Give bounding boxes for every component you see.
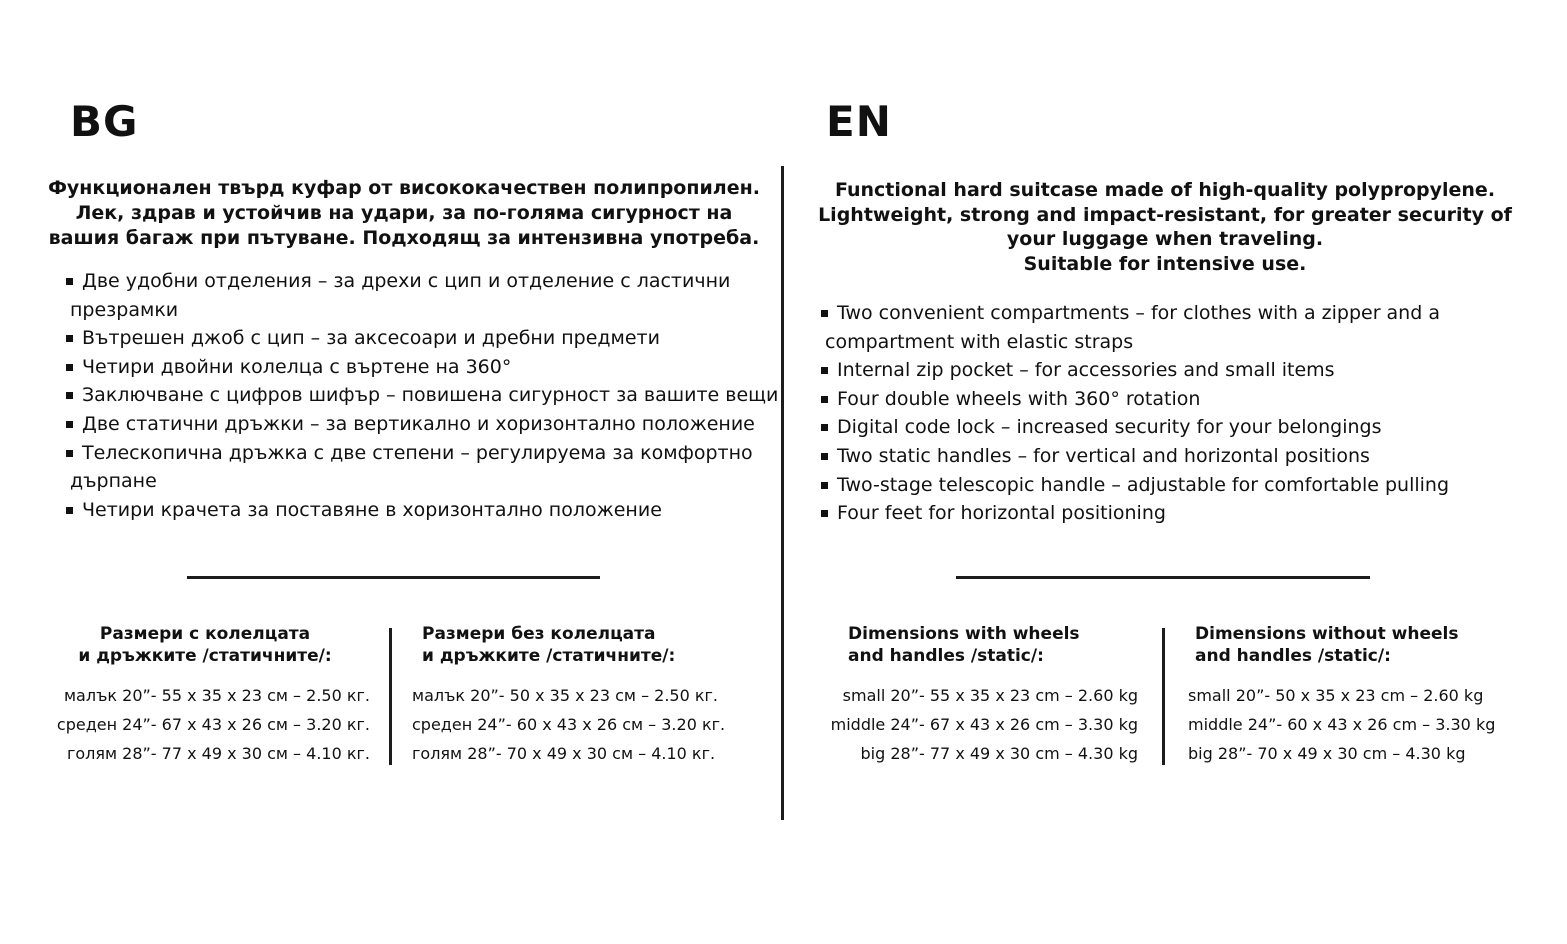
feature-text-continued: презрамки bbox=[70, 298, 179, 321]
bg-section-divider bbox=[187, 576, 600, 579]
table-row: big 28”- 70 x 49 x 30 cm – 4.30 kg bbox=[1188, 744, 1466, 763]
en-language-heading: EN bbox=[826, 97, 892, 146]
bullet-square-icon bbox=[821, 510, 828, 517]
feature-item bbox=[62, 381, 786, 410]
bg-feature-list bbox=[62, 267, 786, 524]
table-title bbox=[40, 623, 370, 667]
feature-text-continued: compartment with elastic straps bbox=[825, 330, 1134, 353]
bullet-square-icon bbox=[66, 364, 73, 371]
table-row: small 20”- 50 x 35 x 23 cm – 2.60 kg bbox=[1188, 686, 1484, 705]
feature-item bbox=[62, 439, 786, 496]
bullet-square-icon bbox=[66, 507, 73, 514]
table-row: малък 20”- 55 x 35 x 23 см – 2.50 кг. bbox=[63, 686, 370, 705]
bg-intro-line: Функционален твърд куфар от висококачествен полипропилен. bbox=[48, 177, 760, 199]
bullet-square-icon bbox=[821, 396, 828, 403]
table-row: голям 28”- 77 x 49 x 30 см – 4.10 кг. bbox=[66, 744, 370, 763]
table-title-line: Размери без колелцата bbox=[422, 624, 656, 644]
en-dimensions-without-wheels-table bbox=[1188, 623, 1532, 768]
bullet-square-icon bbox=[821, 367, 828, 374]
table-rows bbox=[814, 681, 1138, 768]
feature-text: Internal zip pocket – for accessories and small items bbox=[837, 359, 1335, 382]
feature-item bbox=[817, 385, 1541, 414]
bullet-square-icon bbox=[66, 421, 73, 428]
en-intro-line: your luggage when traveling. bbox=[1006, 228, 1324, 250]
feature-item bbox=[817, 499, 1541, 528]
feature-text: Четири двойни колелца с въртене на 360° bbox=[82, 355, 512, 378]
en-feature-list bbox=[817, 299, 1541, 528]
bg-intro-line: вашия багаж при пътуване. Подходящ за интензивна употреба. bbox=[48, 227, 760, 249]
table-title-line: и дръжките /статичните/: bbox=[78, 646, 332, 666]
table-row: голям 28”- 70 x 49 x 30 см – 4.10 кг. bbox=[412, 744, 716, 763]
feature-text: Телескопична дръжка с две степени – регулируема за комфортно bbox=[82, 441, 753, 464]
bg-language-heading: BG bbox=[70, 97, 139, 146]
feature-item bbox=[817, 356, 1541, 385]
feature-text: Заключване с цифров шифър – повишена сигурност за вашите вещи bbox=[82, 384, 779, 407]
en-intro-line: Lightweight, strong and impact-resistant, for greater security of bbox=[818, 203, 1512, 226]
table-rows bbox=[1188, 681, 1532, 768]
feature-item bbox=[62, 353, 786, 382]
feature-item bbox=[62, 496, 786, 525]
table-row: middle 24”- 67 x 43 x 26 cm – 3.30 kg bbox=[830, 715, 1138, 734]
feature-item bbox=[62, 267, 786, 324]
table-row: small 20”- 55 x 35 x 23 cm – 2.60 kg bbox=[842, 686, 1138, 705]
feature-text: Two convenient compartments – for clothes with a zipper and a bbox=[837, 302, 1440, 324]
table-title-line: Dimensions with wheels bbox=[848, 624, 1080, 644]
table-row: среден 24”- 60 x 43 x 26 см – 3.20 кг. bbox=[412, 715, 726, 734]
table-rows bbox=[412, 681, 756, 768]
bullet-square-icon bbox=[66, 278, 73, 285]
en-dimensions-with-wheels-table bbox=[814, 623, 1138, 768]
feature-item bbox=[817, 299, 1541, 356]
table-title-line: Dimensions without wheels bbox=[1195, 624, 1459, 644]
feature-text: Two static handles – for vertical and horizontal positions bbox=[837, 444, 1370, 467]
table-title-line: и дръжките /статичните/: bbox=[422, 646, 676, 666]
table-title-line: and handles /static/: bbox=[848, 646, 1044, 666]
feature-text: Вътрешен джоб с цип – за аксесоари и дребни предмети bbox=[82, 327, 660, 350]
table-title-line: and handles /static/: bbox=[1195, 646, 1391, 666]
bullet-square-icon bbox=[66, 335, 73, 342]
feature-text: Four double wheels with 360° rotation bbox=[837, 387, 1201, 410]
feature-text: Digital code lock – increased security for your belongings bbox=[837, 416, 1382, 439]
table-row: малък 20”- 50 x 35 x 23 см – 2.50 кг. bbox=[412, 686, 719, 705]
feature-item bbox=[817, 413, 1541, 442]
bullet-square-icon bbox=[821, 424, 828, 431]
column-divider bbox=[781, 166, 784, 820]
table-row: среден 24”- 67 x 43 x 26 см – 3.20 кг. bbox=[56, 715, 370, 734]
bullet-square-icon bbox=[821, 482, 828, 489]
en-table-divider bbox=[1162, 628, 1165, 765]
en-intro-paragraph bbox=[806, 178, 1524, 276]
feature-item bbox=[817, 442, 1541, 471]
bullet-square-icon bbox=[66, 392, 73, 399]
table-title bbox=[1188, 623, 1532, 667]
feature-item bbox=[817, 471, 1541, 500]
table-title bbox=[412, 623, 756, 667]
feature-item bbox=[62, 410, 786, 439]
feature-text: Two-stage telescopic handle – adjustable for comfortable pulling bbox=[837, 473, 1450, 496]
en-intro-line: Suitable for intensive use. bbox=[1023, 252, 1307, 275]
feature-item bbox=[62, 324, 786, 353]
bullet-square-icon bbox=[821, 453, 828, 460]
bullet-square-icon bbox=[821, 310, 828, 317]
en-section-divider bbox=[956, 576, 1370, 579]
feature-text: Две удобни отделения – за дрехи с цип и отделение с ластични bbox=[82, 270, 731, 292]
bg-dimensions-without-wheels-table bbox=[412, 623, 756, 768]
feature-text: Две статични дръжки – за вертикално и хоризонтално положение bbox=[82, 412, 755, 435]
bullet-square-icon bbox=[66, 450, 73, 457]
bg-intro-paragraph bbox=[44, 176, 764, 251]
bg-table-divider bbox=[389, 628, 392, 765]
feature-text-continued: дърпане bbox=[70, 470, 157, 493]
en-intro-line: Functional hard suitcase made of high-quality polypropylene. bbox=[834, 179, 1496, 201]
bg-intro-line: Лек, здрав и устойчив на удари, за по-голяма сигурност на bbox=[75, 202, 733, 224]
table-title-line: Размери с колелцата bbox=[99, 624, 311, 644]
feature-text: Четири крачета за поставяне в хоризонтално положение bbox=[82, 498, 662, 521]
table-title bbox=[814, 623, 1138, 667]
bg-dimensions-with-wheels-table bbox=[40, 623, 370, 768]
table-row: big 28”- 77 x 49 x 30 cm – 4.30 kg bbox=[860, 744, 1138, 763]
table-row: middle 24”- 60 x 43 x 26 cm – 3.30 kg bbox=[1188, 715, 1496, 734]
feature-text: Four feet for horizontal positioning bbox=[837, 502, 1166, 525]
table-rows bbox=[40, 681, 370, 768]
